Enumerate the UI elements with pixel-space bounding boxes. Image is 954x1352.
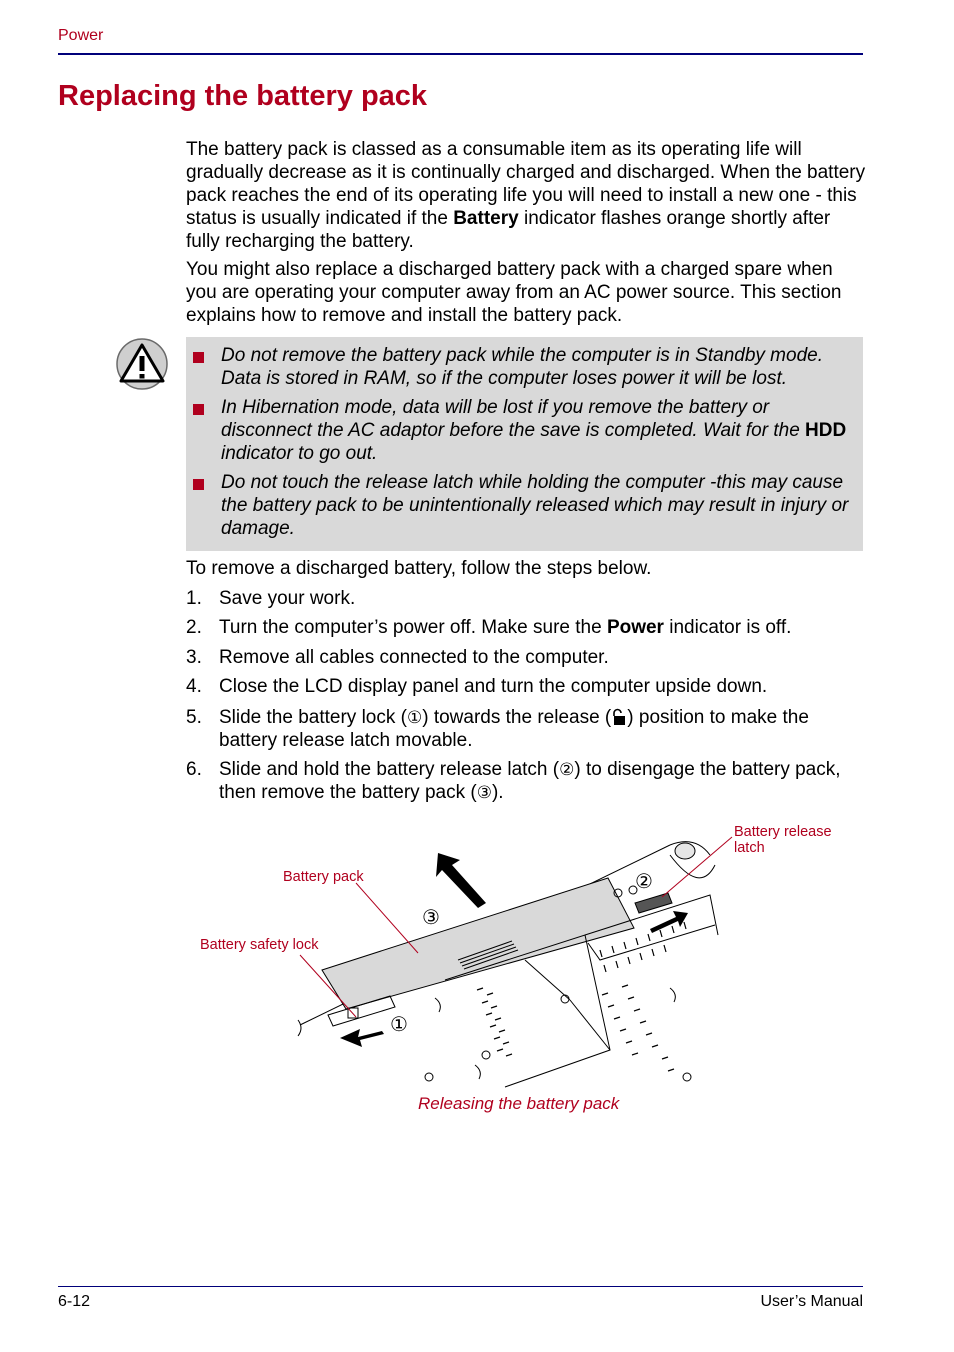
arrow-right-icon xyxy=(650,911,688,933)
step-number: 1. xyxy=(186,588,202,609)
step-item xyxy=(186,646,866,675)
figure-marker-2: ② xyxy=(635,871,653,893)
caution-icon xyxy=(115,337,169,391)
step-number: 5. xyxy=(186,707,202,728)
battery-indicator-term: Battery xyxy=(453,208,519,229)
manual-title: User’s Manual xyxy=(760,1293,863,1310)
label-battery-pack: Battery pack xyxy=(283,869,364,885)
running-header: Power xyxy=(58,27,104,44)
step-text: Close the LCD display panel and turn the computer upside down. xyxy=(219,676,768,697)
unlock-icon xyxy=(611,708,627,726)
spare-paragraph: You might also replace a discharged battery pack with a charged spare when you are operating your computer away from an AC power source. This section explains how to remove and install the battery pack. xyxy=(186,259,842,326)
step-item xyxy=(186,758,866,804)
caution-text-hibernation xyxy=(221,396,861,465)
step-item xyxy=(186,616,866,646)
caution-hibernation-b: indicator to go out. xyxy=(221,443,378,464)
step-text: Remove all cables connected to the computer. xyxy=(219,647,609,668)
step-number: 6. xyxy=(186,759,202,780)
power-indicator-term: Power xyxy=(606,617,664,638)
step-text xyxy=(219,758,866,804)
marker-2: ② xyxy=(559,760,575,779)
figure-marker-3: ③ xyxy=(422,907,440,929)
caution-box xyxy=(186,337,863,551)
bullet-square xyxy=(193,404,204,415)
figure-caption: Releasing the battery pack xyxy=(418,1094,620,1113)
step-text xyxy=(219,706,866,752)
intro-paragraph xyxy=(186,138,866,253)
caution-text-latch: Do not touch the release latch while holding the computer -this may cause the battery pack to be unintentionally released which may result in injury or damage. xyxy=(221,472,849,539)
step-item xyxy=(186,587,866,616)
step-text-b: ) towards the release ( xyxy=(422,707,612,728)
marker-3: ③ xyxy=(476,783,492,802)
header-rule xyxy=(58,53,863,55)
step-text-a: Slide and hold the battery release latch ( xyxy=(219,759,560,780)
intro-text-a: The battery pack is classed as a consumable item as its operating life will gradually decrease as it is continually charged and discharged. When the battery pack reaches the end of its operating life you will need to install a new one - this status is usually indicated if the xyxy=(186,139,866,229)
step-text: Save your work. xyxy=(219,588,356,609)
step-number: 3. xyxy=(186,647,202,668)
step-text-c: ) position to make the battery release latch movable. xyxy=(219,707,809,751)
label-release-latch-line2: latch xyxy=(734,840,765,856)
battery-release-illustration xyxy=(190,815,870,1095)
page-number: 6-12 xyxy=(58,1293,91,1310)
arrow-left-icon xyxy=(340,1029,384,1047)
step-number: 4. xyxy=(186,676,202,697)
step-item xyxy=(186,706,866,758)
steps-intro: To remove a discharged battery, follow the steps below. xyxy=(186,558,652,579)
step-text xyxy=(219,616,866,639)
footer-rule xyxy=(58,1286,863,1287)
step-text-c: ). xyxy=(491,782,504,803)
label-release-latch-line1: Battery release xyxy=(734,824,832,840)
arrow-up-icon xyxy=(436,853,486,908)
bullet-square xyxy=(193,479,204,490)
step-text-a: Slide the battery lock ( xyxy=(219,707,407,728)
step-item xyxy=(186,675,866,706)
step-text-a: Turn the computer’s power off. Make sure the xyxy=(219,617,607,638)
step-number: 2. xyxy=(186,617,202,638)
figure-marker-1: ① xyxy=(390,1014,408,1036)
step-text-b: ) to disengage the battery pack, then remove the battery pack ( xyxy=(219,759,841,803)
hdd-indicator-term: HDD xyxy=(805,420,847,441)
caution-text-standby: Do not remove the battery pack while the computer is in Standby mode. Data is stored in RAM, so if the computer loses power it will be lost. xyxy=(221,345,823,389)
bullet-square xyxy=(193,352,204,363)
page-title: Replacing the battery pack xyxy=(58,80,428,112)
caution-hibernation-a: In Hibernation mode, data will be lost if you remove the battery or disconnect the AC adaptor before the save is completed. Wait for the xyxy=(221,397,806,441)
label-safety-lock: Battery safety lock xyxy=(200,937,319,953)
step-text-b: indicator is off. xyxy=(663,617,792,638)
marker-1: ① xyxy=(406,708,423,727)
steps-list xyxy=(186,587,866,804)
intro-text-b: indicator flashes orange shortly after fully recharging the battery. xyxy=(186,208,831,252)
